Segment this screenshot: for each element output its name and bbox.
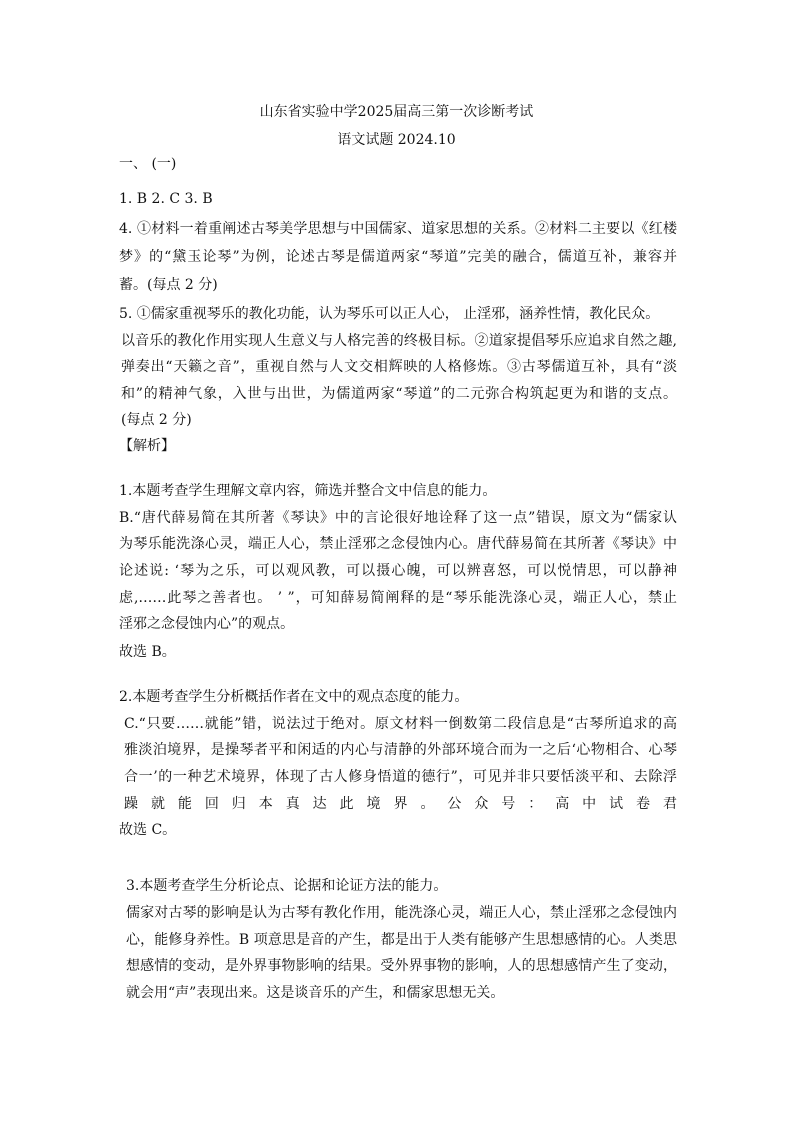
analysis-item3-line: 3.本题考查学生分析论点、论据和论证方法的能力。 (126, 878, 448, 894)
analysis-item1-line: 为琴乐能洗涤心灵，端正人心，禁止淫邪之念侵蚀内心。唐代薛易简在其所著《琴诀》中 (119, 536, 677, 552)
analysis-item2-line: 合一’的一种艺术境界，体现了古人修身悟道的德行”，可见并非只要恬淡平和、去除浮 (124, 769, 677, 785)
analysis-item3-line: 就会用“声”表现出来。这是谈音乐的产生，和儒家思想无关。 (126, 985, 505, 1001)
answer-q4-line: 梦》的“黛玉论琴”为例，论述古琴是儒道两家“琴道”完美的融合，儒道互补，兼容并 (119, 249, 677, 265)
analysis-item3-line: 心，能修身养性。B 项意思是音的产生，都是出于人类有能够产生思想感情的心。人类思 (126, 932, 677, 948)
answer-q4-line: 4. ①材料一着重阐述古琴美学思想与中国儒家、道家思想的关系。②材料二主要以《红楼 (119, 221, 677, 237)
analysis-item3-line: 想感情的变动，是外界事物影响的结果。受外界事物的影响，人的思想感情产生了变动， (126, 958, 677, 974)
analysis-item2-line: 2.本题考查学生分析概括作者在文中的观点态度的能力。 (119, 689, 469, 705)
answer-q5-line: 5. ①儒家重视琴乐的教化功能，认为琴乐可以正人心， 止淫邪，涵养性情，教化民众。 (119, 306, 660, 322)
answer-q5-line: 以音乐的教化作用实现人生意义与人格完善的终极目标。②道家提倡琴乐应追求自然之趣, (121, 333, 677, 349)
analysis-item1-line: 虑,……此琴之善者也。 ’ ”，可知薛易简阐释的是“琴乐能洗涤心灵，端正人心，禁止 (119, 590, 677, 606)
analysis-item1-line: 1.本题考查学生理解文章内容，筛选并整合文中信息的能力。 (119, 483, 497, 499)
answer-q5-line: 和”的精神气象，入世与出世，为儒道两家“琴道”的二元弥合构筑起更为和谐的支点。 (121, 386, 677, 402)
analysis-label: 【解析】 (119, 438, 175, 454)
answer-q5-line: 弹奏出“天籁之音”，重视自然与人文交相辉映的人格修炼。③古琴儒道互补，具有“淡 (121, 359, 677, 375)
exam-subtitle: 语文试题 2024.10 (337, 132, 456, 148)
analysis-item2-line: 雅淡泊境界，是操琴者平和闲适的内心与清静的外部环境合而为一之后‘心物相合、心琴 (124, 742, 677, 758)
analysis-item2-line: C.“只要……就能”错，说法过于绝对。原文材料一倒数第二段信息是“古琴所追求的高 (124, 716, 677, 732)
analysis-item1-line: B.“唐代薛易简在其所著《琴诀》中的言论很好地诠释了这一点”错误，原文为“儒家认 (119, 510, 677, 526)
analysis-item3-line: 儒家对古琴的影响是认为古琴有教化作用，能洗涤心灵，端正人心，禁止淫邪之念侵蚀内 (126, 905, 677, 921)
analysis-item2-line: 躁就能回归本真达此境界。公众号：高中试卷君 (124, 796, 677, 812)
answer-q5-line: (每点 2 分) (121, 412, 192, 428)
analysis-item1-line: 论述说: ‘琴为之乐，可以观风教，可以摄心魄，可以辨喜怒，可以悦情思，可以静神 (119, 563, 677, 579)
analysis-item2-line: 故选 C。 (119, 822, 177, 838)
answer-q1-3: 1. B 2. C 3. B (119, 191, 213, 207)
exam-title: 山东省实验中学2025届高三第一次诊断考试 (259, 104, 534, 120)
analysis-item1-line: 故选 B。 (119, 644, 176, 660)
section-heading: 一、 (一) (119, 156, 177, 172)
analysis-item1-line: 淫邪之念侵蚀内心”的观点。 (119, 616, 295, 632)
answer-q4-line: 蓄。(每点 2 分) (119, 277, 218, 293)
